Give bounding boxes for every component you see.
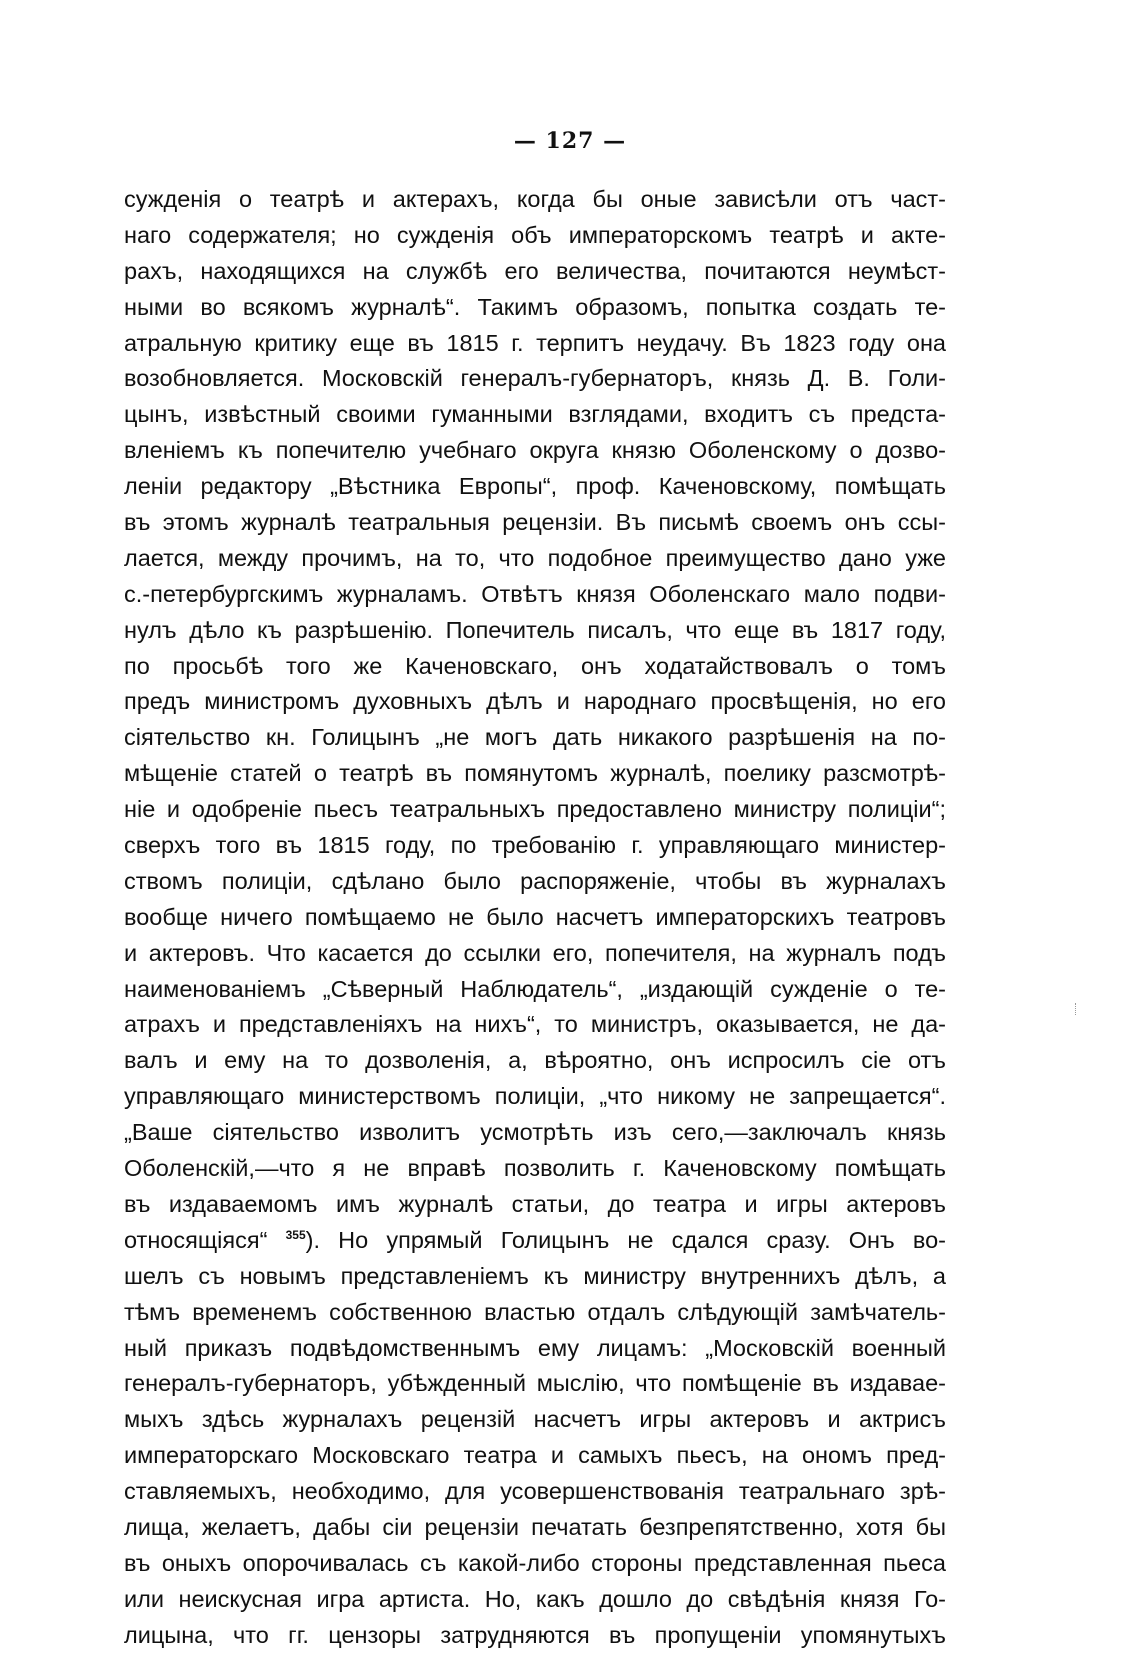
text-line: сужденія о театрѣ и актерахъ, когда бы оные зависѣли отъ част-: [124, 186, 946, 212]
text-line: управляющаго министерствомъ полиціи, „что никому не запрещается“.: [124, 1083, 946, 1110]
text-line: ными во всякомъ журналѣ“. Такимъ образомъ, попытка создать те-: [124, 293, 946, 320]
footnote-line-start: относящіяся“: [124, 1226, 268, 1253]
text-line: лается, между прочимъ, на то, что подобное преимущество дано уже: [124, 544, 946, 571]
text-line: сіятельство кн. Голицынъ „не могъ дать никакого разрѣшенія на по-: [124, 724, 946, 751]
text-line: генералъ-губернаторъ, убѣжденный мыслію, что помѣщеніе въ издавае-: [124, 1370, 946, 1397]
text-line: ніе и одобреніе пьесъ театральныхъ предоставлено министру полиціи“;: [124, 796, 946, 823]
text-line: „Ваше сіятельство изволитъ усмотрѣть изъ сего,—заключалъ князь: [124, 1119, 946, 1146]
text-line: тѣмъ временемъ собственною властью отдалъ слѣдующій замѣчатель-: [124, 1298, 946, 1325]
footnote-text-line: [124, 1223, 946, 1259]
text-line: ставляемыхъ, необходимо, для усовершенствованія театральнаго зрѣ-: [124, 1478, 946, 1505]
body-text: [124, 182, 946, 1654]
text-line: въ издаваемомъ имъ журналѣ статьи, до театра и игры актеровъ: [124, 1190, 946, 1217]
text-line: шелъ съ новымъ представленіемъ къ министру внутреннихъ дѣлъ, а: [124, 1262, 946, 1289]
scan-speck: [1075, 1003, 1078, 1015]
text-line: въ этомъ журналѣ театральныя рецензіи. Въ письмѣ своемъ онъ ссы-: [124, 509, 946, 536]
text-line: атрахъ и представленіяхъ на нихъ“, то министръ, оказывается, не да-: [124, 1011, 946, 1038]
text-line: ный приказъ подвѣдомственнымъ ему лицамъ: „Московскій военный: [124, 1334, 946, 1361]
text-line: вообще ничего помѣщаемо не было насчетъ императорскихъ театровъ: [124, 903, 946, 930]
text-line: ствомъ полиціи, сдѣлано было распоряженіе, чтобы въ журналахъ: [124, 867, 946, 894]
text-line: предъ министромъ духовныхъ дѣлъ и народнаго просвѣщенія, но его: [124, 688, 946, 715]
text-line: наименованіемъ „Сѣверный Наблюдатель“, „издающій сужденіе о те-: [124, 975, 946, 1002]
text-line: лища, желаетъ, дабы сіи рецензіи печатать безпрепятственно, хотя бы: [124, 1513, 946, 1540]
text-line: и актеровъ. Что касается до ссылки его, попечителя, на журналъ подъ: [124, 939, 946, 966]
text-line: вленіемъ къ попечителю учебнаго округа князю Оболенскому о дозво-: [124, 437, 946, 464]
footnote-line-end: ). Но упрямый Голицынъ не сдался сразу. Онъ во-: [305, 1226, 946, 1253]
text-line: рахъ, находящихся на службѣ его величества, почитаются неумѣст-: [124, 257, 946, 284]
text-line: сверхъ того въ 1815 году, по требованію г. управляющаго министер-: [124, 832, 946, 859]
text-line: императорскаго Московскаго театра и самыхъ пьесъ, на ономъ пред-: [124, 1442, 946, 1469]
text-line: наго содержателя; но сужденія объ императорскомъ театрѣ и акте-: [124, 221, 946, 248]
text-line: атральную критику еще въ 1815 г. терпитъ неудачу. Въ 1823 году она: [124, 329, 946, 356]
text-line: валъ и ему на то дозволенія, а, вѣроятно, онъ испросилъ сіе отъ: [124, 1047, 946, 1074]
footnote-reference[interactable]: 355: [285, 1228, 306, 1242]
text-line: возобновляется. Московскій генералъ-губернаторъ, князь Д. В. Голи-: [124, 365, 946, 392]
text-line: лицына, что гг. цензоры затрудняются въ пропущеніи упомянутыхъ: [124, 1621, 946, 1648]
text-line: въ оныхъ опорочивалась съ какой-либо стороны представленная пьеса: [124, 1549, 946, 1576]
text-line: с.-петербургскимъ журналамъ. Отвѣтъ князя Оболенскаго мало подви-: [124, 580, 946, 607]
text-line: по просьбѣ того же Каченовскаго, онъ ходатайствовалъ о томъ: [124, 652, 946, 679]
text-line: нулъ дѣло къ разрѣшенію. Попечитель писалъ, что еще въ 1817 году,: [124, 616, 946, 643]
text-line: цынъ, извѣстный своими гуманными взглядами, входитъ съ предста-: [124, 401, 946, 428]
text-line: леніи редактору „Вѣстника Европы“, проф. Каченовскому, помѣщать: [124, 473, 946, 500]
text-line: мѣщеніе статей о театрѣ въ помянутомъ журналѣ, поелику разсмотрѣ-: [124, 760, 946, 787]
text-line: мыхъ здѣсь журналахъ рецензій насчетъ игры актеровъ и актрисъ: [124, 1406, 946, 1433]
text-line: Оболенскій,—что я не вправѣ позволить г. Каченовскому помѣщать: [124, 1155, 946, 1182]
page-number: — 127 —: [513, 128, 627, 154]
text-line: или неискусная игра артиста. Но, какъ дошло до свѣдѣнія князя Го-: [124, 1585, 946, 1612]
